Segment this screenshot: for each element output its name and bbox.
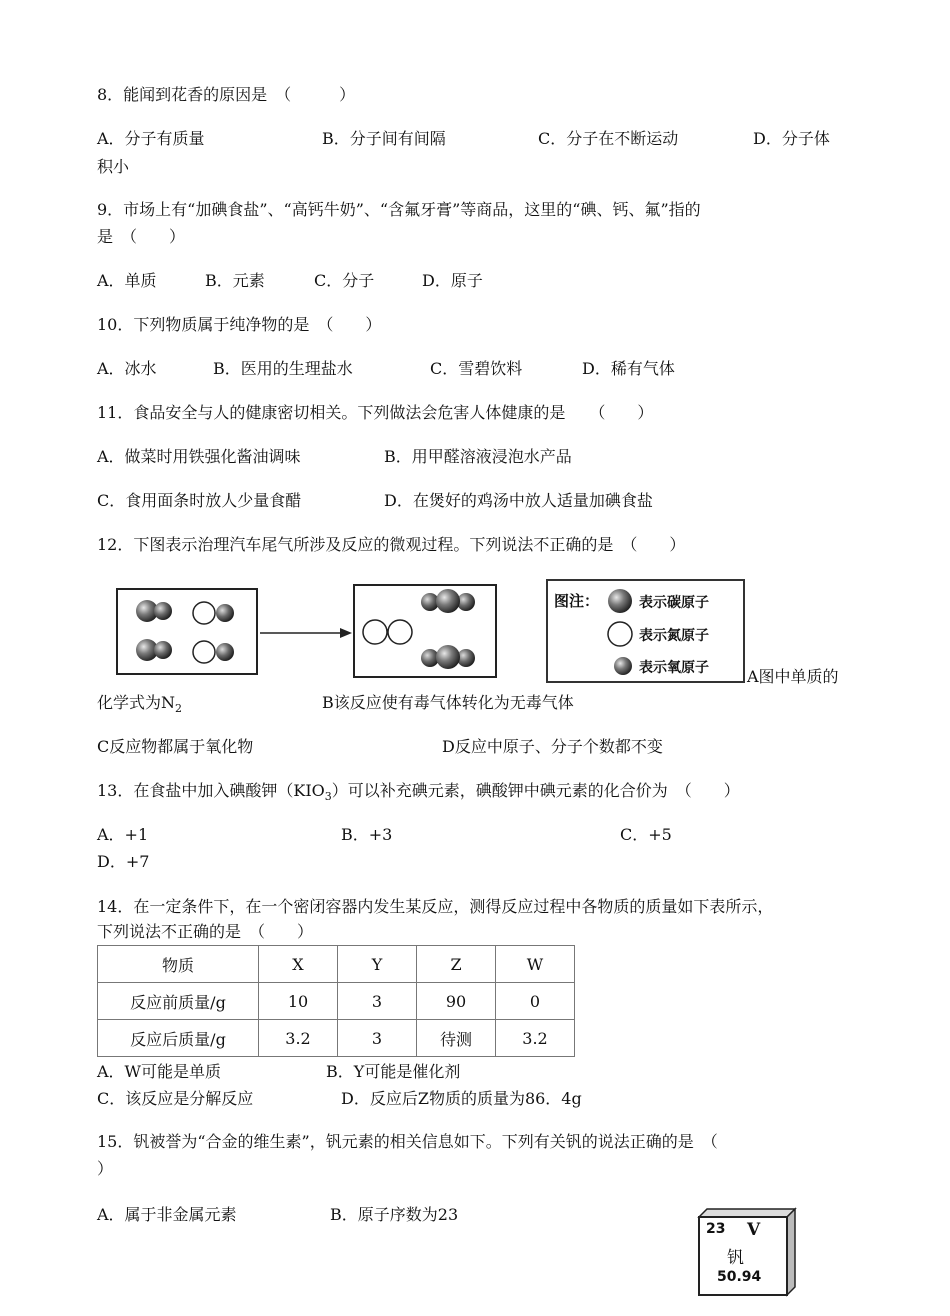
q13-option-d: D．+7 [97,852,150,871]
q14-option-c: C．该反应是分解反应 [97,1089,254,1108]
q12-option-c: C反应物都属于氧化物 [97,737,254,756]
q13-stem-pre: 13．在食盐中加入碘酸钾（KIO [97,781,325,800]
carbon-atom-symbol [608,589,632,613]
q12-option-a-part1: A图中单质的 [747,667,839,686]
q12-option-b: B该反应使有毒气体转化为无毒气体 [322,693,574,712]
q15-option-a: A．属于非金属元素 [97,1205,237,1224]
q15-stem: 15．钒被誉为“合金的维生素”，钒元素的相关信息如下。下列有关钒的说法正确的是 （ [97,1132,718,1151]
reaction-diagram [110,580,510,682]
q9-option-c: C．分子 [314,271,375,290]
q14-stem-cont: 下列说法不正确的是 （ ） [97,922,314,941]
q9-option-d: D．原子 [422,271,483,290]
table-header-row [98,946,575,983]
table-cell: 0 [496,983,575,1020]
q14-option-d: D．反应后Z物质的质量为86．4g [341,1089,582,1108]
co-molecule [136,639,172,661]
table-row [98,983,575,1020]
q10-option-d: D．稀有气体 [582,359,675,378]
atomic-number: 23 [706,1221,726,1237]
q13-stem-sub: 3 [324,790,332,804]
table-header-cell: W [496,946,575,983]
q8-option-b: B．分子间有间隔 [322,129,446,148]
q10-stem: 10．下列物质属于纯净物的是 （ ） [97,315,382,334]
q9-option-a: A．单质 [97,271,157,290]
nitrogen-atom-symbol [608,622,632,646]
legend-title: 图注： [554,592,600,610]
q11-option-d: D．在煲好的鸡汤中放人适量加碘食盐 [384,491,653,510]
element-name: 钒 [727,1248,744,1268]
table-cell: 10 [259,983,338,1020]
element-symbol: V [747,1220,761,1240]
table-cell: 3.2 [496,1020,575,1057]
q15-option-b: B．原子序数为23 [330,1205,459,1224]
q13-option-b: B．+3 [341,825,393,844]
diagram-legend [546,579,745,683]
table-cell: 90 [417,983,496,1020]
table-header-cell: 物质 [98,946,259,983]
q8-stem: 8．能闻到花香的原因是 （ ） [97,85,356,104]
q12-stem: 12．下图表示治理汽车尾气所涉及反应的微观过程。下列说法不正确的是 （ ） [97,535,686,554]
vanadium-element-card [697,1207,797,1297]
q14-stem: 14．在一定条件下，在一个密闭容器内发生某反应，测得反应过程中各物质的质量如下表所示， [97,897,774,916]
reactants-box [117,589,257,674]
table-header-cell: Y [338,946,417,983]
q15-stem-cont: ） [97,1159,114,1178]
table-cell: 反应后质量/g [98,1020,259,1057]
q13-option-c: C．+5 [620,825,672,844]
q10-option-b: B．医用的生理盐水 [213,359,353,378]
q11-option-c: C．食用面条时放人少量食醋 [97,491,302,510]
q13-stem [97,779,740,809]
legend-nitrogen-label: 表示氮原子 [639,628,709,644]
q13-option-a: A．+1 [97,825,149,844]
table-header-cell: Z [417,946,496,983]
q12-option-a-sub: 2 [175,702,183,716]
q8-option-a: A．分子有质量 [97,129,205,148]
q8-option-d: D．分子体 [753,129,830,148]
q12-option-a-part2 [97,691,182,721]
q9-option-b: B．元素 [205,271,265,290]
table-header-cell: X [259,946,338,983]
table-cell: 待测 [417,1020,496,1057]
table-cell: 3.2 [259,1020,338,1057]
q13-stem-post: ）可以补充碘元素，碘酸钾中碘元素的化合价为 （ ） [331,781,740,800]
table-cell: 反应前质量/g [98,983,259,1020]
q11-stem: 11．食品安全与人的健康密切相关。下列做法会危害人体健康的是 （ ） [97,403,654,422]
legend-carbon-label: 表示碳原子 [639,595,709,611]
q14-option-b: B．Y可能是催化剂 [326,1062,461,1081]
q14-option-a: A．W可能是单质 [97,1062,222,1081]
q8-option-c: C．分子在不断运动 [538,129,679,148]
legend-oxygen-label: 表示氧原子 [639,660,709,676]
q11-option-a: A．做菜时用铁强化酱油调味 [97,447,301,466]
reaction-arrow [260,628,352,638]
q10-option-a: A．冰水 [97,359,157,378]
q12-option-d: D反应中原子、分子个数都不变 [442,737,663,756]
atomic-mass: 50.94 [717,1269,762,1285]
table-cell: 3 [338,1020,417,1057]
mass-table [97,945,575,1057]
co-molecule [136,600,172,622]
table-cell: 3 [338,983,417,1020]
q9-stem-cont: 是 （ ） [97,227,186,246]
table-row [98,1020,575,1057]
q8-option-d-cont: 积小 [97,157,130,176]
q10-option-c: C．雪碧饮料 [430,359,523,378]
q9-stem: 9．市场上有“加碘食盐”、“高钙牛奶”、“含氟牙膏”等商品，这里的“碘、钙、氟”指的 [97,200,701,219]
q11-option-b: B．用甲醛溶液浸泡水产品 [384,447,572,466]
oxygen-atom-symbol [614,657,632,675]
q12-option-a-text: 化学式为N [97,693,176,712]
